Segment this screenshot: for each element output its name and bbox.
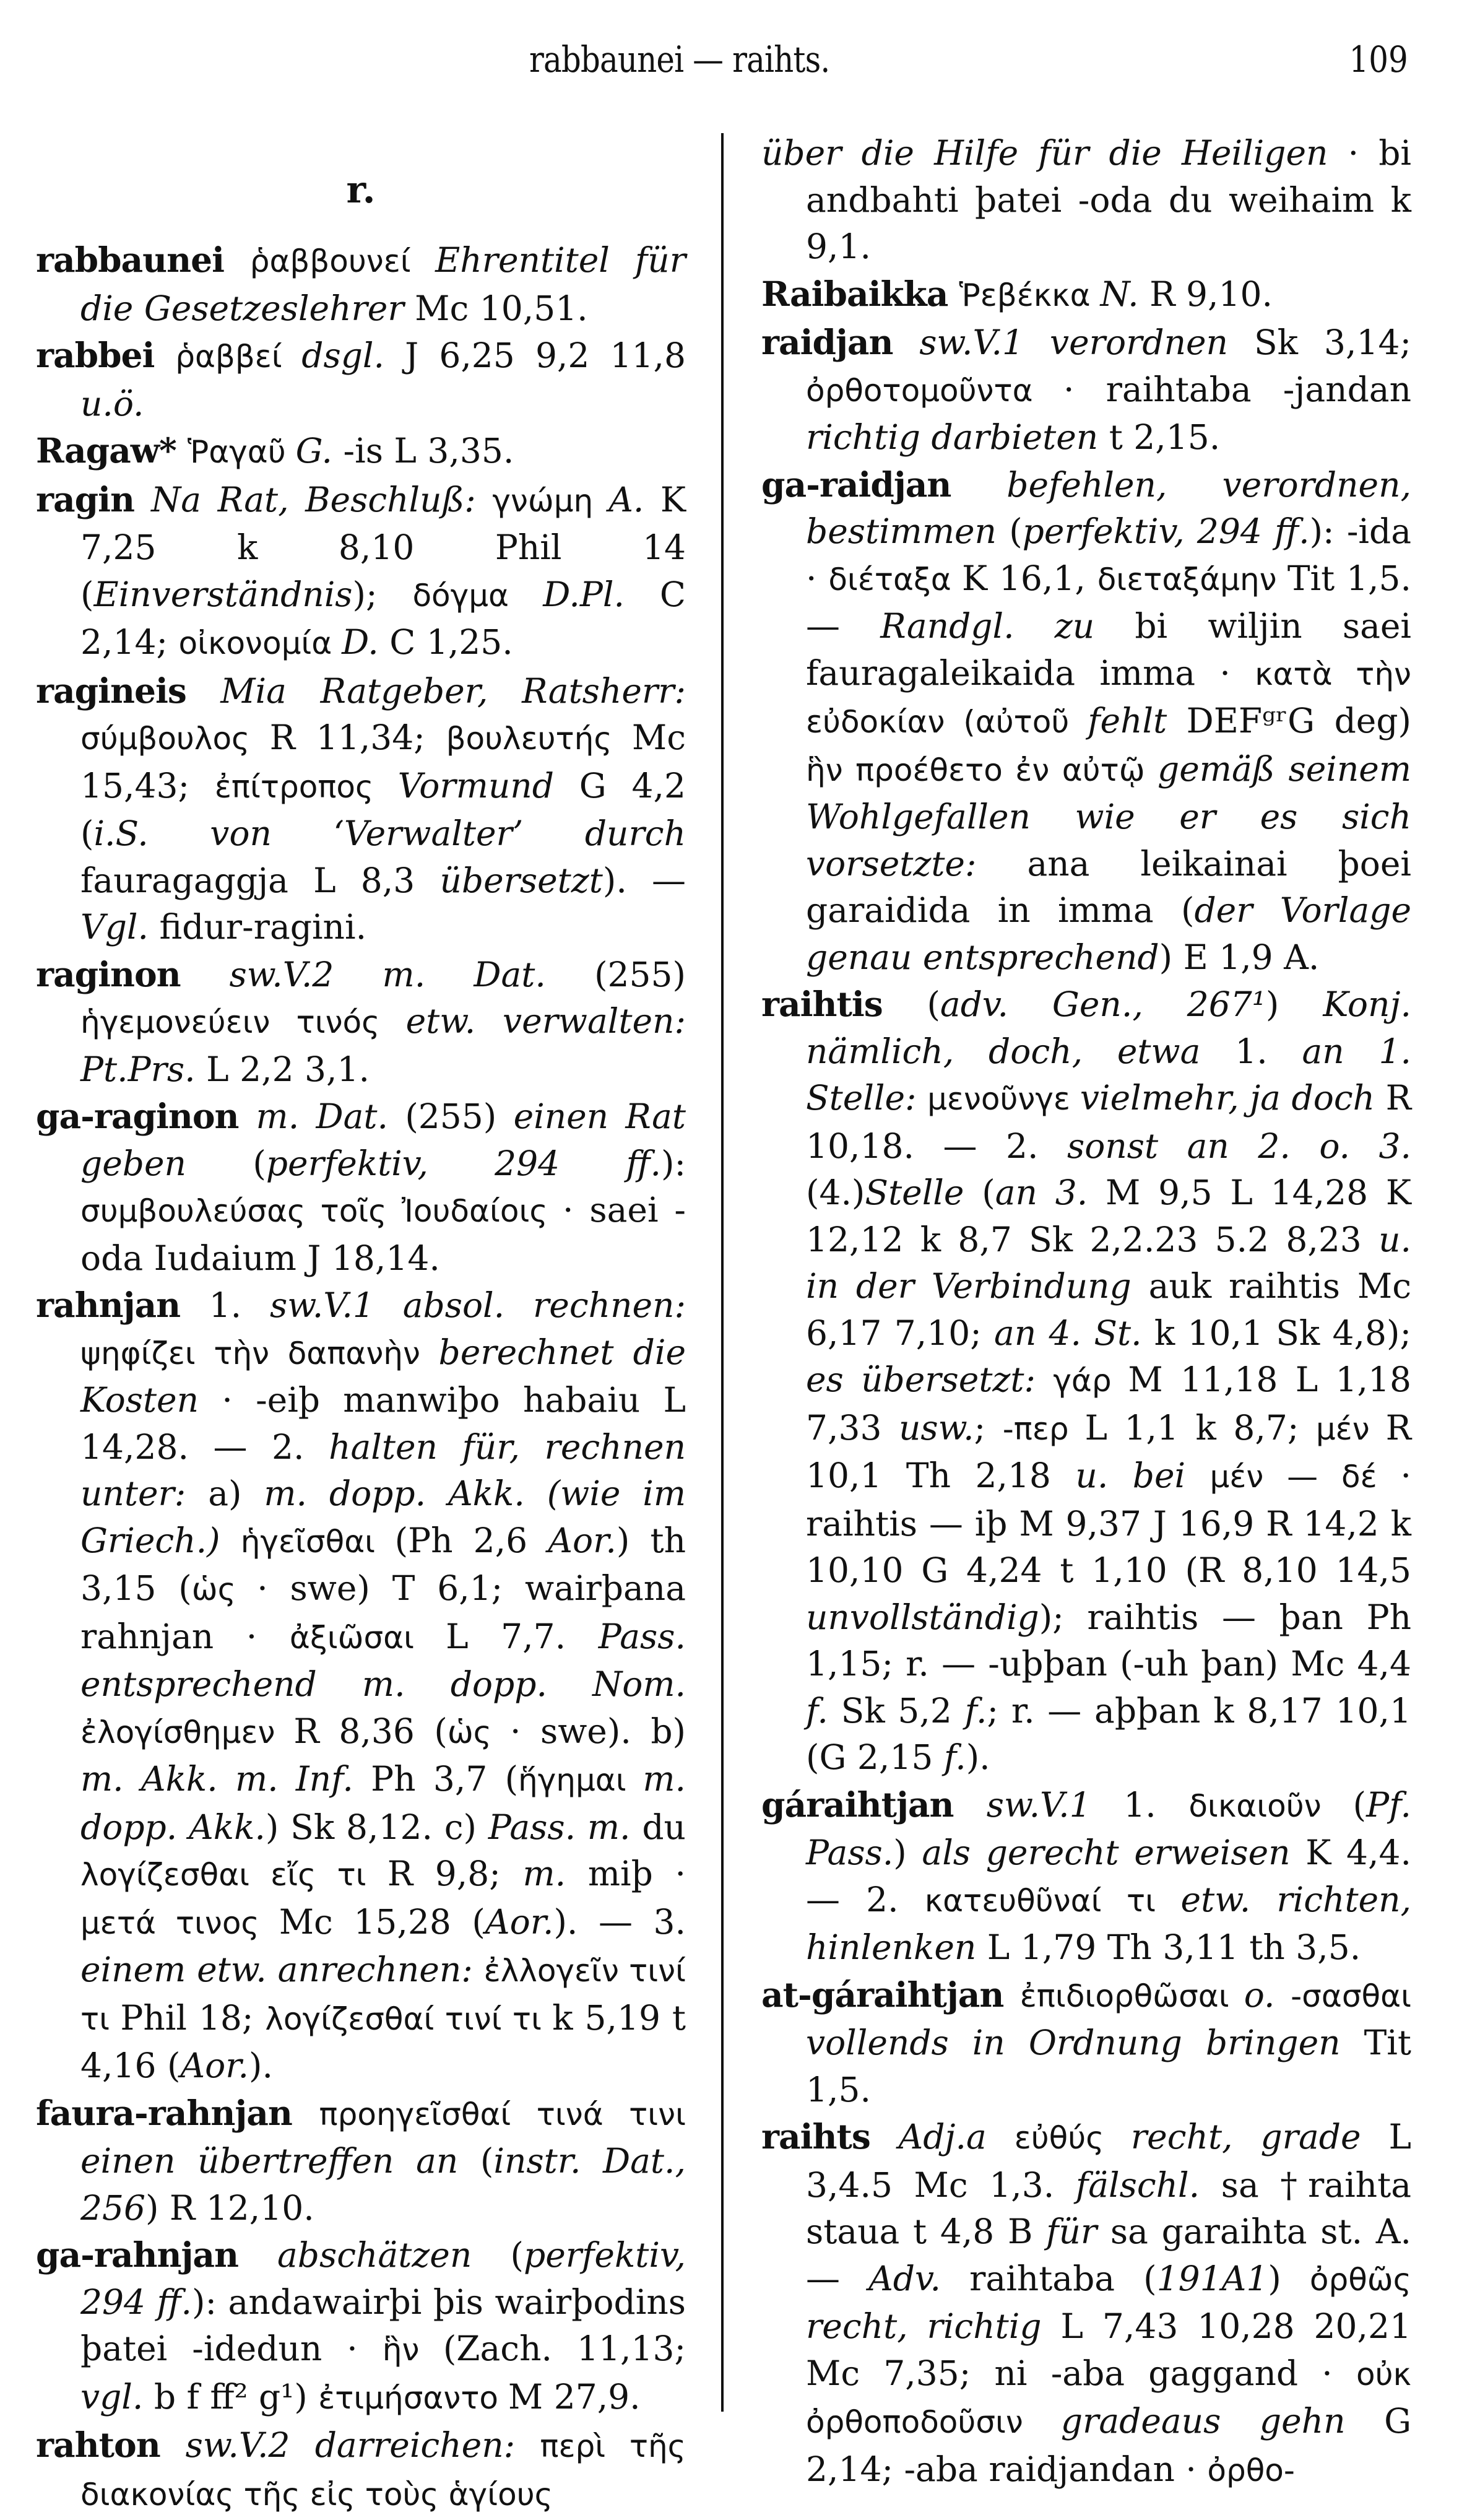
reference-text: miþ · bbox=[587, 1854, 686, 1893]
gloss-italic: Einverständnis bbox=[93, 574, 353, 614]
gloss-italic: Pass. entsprechend m. dopp. Nom. bbox=[80, 1616, 686, 1704]
reference-text: · -eiþ manwiþo habaiu L 14,28. — 2. bbox=[80, 1380, 686, 1467]
gloss-italic: Stelle bbox=[865, 1173, 982, 1212]
gloss-italic: perfektiv, 294 ff. bbox=[266, 1143, 661, 1183]
gloss-italic: halten für, rechnen unter: bbox=[80, 1427, 686, 1513]
greek-text: ἡγεῖσθαι bbox=[240, 1523, 395, 1560]
dictionary-entry bbox=[761, 1971, 1411, 2114]
gloss-italic: usw. bbox=[898, 1407, 974, 1448]
gloss-italic: befehlen, verordnen, bestimmen bbox=[806, 464, 1412, 551]
reference-text: L 1,1 k 8,7; bbox=[1084, 1407, 1316, 1448]
reference-text: (4.) bbox=[806, 1173, 865, 1212]
reference-text: R 11,34; bbox=[269, 718, 446, 757]
gloss-italic: perfektiv, 294 ff. bbox=[80, 2235, 686, 2322]
reference-text: 1. bbox=[1235, 1031, 1302, 1071]
greek-text: δόγμα bbox=[412, 577, 543, 614]
greek-text: -σασθαι bbox=[1291, 1978, 1411, 2014]
headword: faura-rahnjan bbox=[36, 2092, 319, 2133]
reference-text: ) Sk 8,12. c) bbox=[265, 1807, 488, 1847]
reference-text: Mc 15,43; bbox=[80, 718, 686, 806]
greek-text: ἐλλογεῖν τινί τι bbox=[80, 1953, 686, 2037]
greek-text: μέν — δέ bbox=[1210, 1459, 1401, 1495]
gloss-italic: einen Rat geben bbox=[80, 1097, 686, 1183]
greek-text: ἣν προέθετο ἐν αὐτῷ bbox=[806, 752, 1158, 788]
gloss-italic: m. Akk. m. Inf. bbox=[80, 1759, 371, 1799]
greek-text: διέταξα bbox=[828, 561, 963, 597]
gloss-italic: Aor. bbox=[485, 1901, 554, 1942]
greek-text: Ῥαγαῦ bbox=[187, 434, 296, 470]
reference-text: ). bbox=[966, 1737, 990, 1777]
gloss-italic: berechnet die Kosten bbox=[80, 1332, 686, 1420]
gloss-italic: m. Dat. bbox=[256, 1097, 405, 1136]
section-letter: r. bbox=[346, 168, 376, 212]
greek-text: ἣν bbox=[382, 2332, 443, 2368]
greek-text: εὐθύς bbox=[1014, 2120, 1131, 2156]
gloss-italic: unvollständig bbox=[806, 1597, 1039, 1637]
headword: raihtis bbox=[761, 984, 927, 1024]
reference-text: L 1,79 Th 3,11 th 3,5. bbox=[987, 1927, 1361, 1967]
gloss-italic: als gerecht erweisen bbox=[922, 1833, 1306, 1872]
greek-text: ὀρθῶς bbox=[1309, 2261, 1411, 2298]
gloss-italic: Na Rat, Beschluß: bbox=[151, 479, 493, 519]
reference-text: ) bbox=[893, 1833, 922, 1872]
reference-text: R 10,1 Th 2,18 bbox=[806, 1407, 1411, 1495]
headword: raginon bbox=[36, 954, 230, 994]
reference-text: ): andawairþi þis wairþodins þatei -idedun · bbox=[80, 2282, 686, 2368]
reference-text: C 2,14; bbox=[80, 574, 686, 662]
reference-text: K 4,4. — 2. bbox=[806, 1833, 1411, 1919]
right-entries bbox=[761, 130, 1411, 2494]
greek-text: ἐτιμήσαντο bbox=[318, 2379, 508, 2416]
running-head: rabbaunei — raihts. bbox=[529, 38, 830, 80]
reference-text: ); raihtis — þan Ph 1,15; r. — -uþþan (-uh þan) Mc 4,4 bbox=[806, 1597, 1411, 1684]
headword: rabbei bbox=[36, 335, 176, 375]
headword: at-gáraihtjan bbox=[761, 1974, 1020, 2015]
headword: ga-raginon bbox=[36, 1096, 256, 1136]
reference-text: ( bbox=[927, 984, 940, 1024]
headword: Ragaw* bbox=[36, 430, 188, 471]
greek-text: σύμβουλος bbox=[80, 721, 270, 757]
gloss-italic: N. bbox=[1100, 274, 1150, 314]
greek-text: -περ bbox=[1002, 1410, 1085, 1447]
greek-text: ἐπίτροπος bbox=[214, 768, 398, 805]
page-number: 109 bbox=[1349, 38, 1408, 80]
gloss-italic: richtig darbieten bbox=[806, 417, 1109, 457]
gloss-italic: für bbox=[1046, 2212, 1110, 2251]
gloss-italic: sw.V.1 absol. rechnen: bbox=[270, 1285, 686, 1325]
gloss-italic: fälschl. bbox=[1075, 2165, 1221, 2205]
gloss-italic: f. bbox=[806, 1690, 828, 1731]
greek-text: ὡς bbox=[191, 1571, 257, 1607]
reference-text: ana leikainai þoei garaidida in imma ( bbox=[806, 843, 1411, 930]
gloss-italic: Pass. m. bbox=[488, 1807, 643, 1847]
reference-text: (255) bbox=[594, 954, 686, 994]
reference-text: Mc 10,51. bbox=[415, 288, 588, 328]
reference-text: K 16,1, bbox=[962, 558, 1097, 598]
greek-text: ἐπιδιορθῶσαι bbox=[1019, 1978, 1244, 2014]
gloss-italic: der Vorlage genau entsprechend bbox=[806, 890, 1411, 977]
gloss-italic: recht, richtig bbox=[806, 2306, 1061, 2346]
gloss-italic: A. bbox=[608, 479, 660, 519]
gloss-italic: D. bbox=[342, 622, 390, 662]
reference-text: ( bbox=[253, 1143, 266, 1183]
dictionary-entry bbox=[36, 2231, 686, 2422]
reference-text: · swe) T 6,1; wairþana rahnjan · bbox=[80, 1568, 686, 1656]
reference-text: L 7,43 10,28 20,21 Mc 7,35; ni -aba gaggand · bbox=[806, 2306, 1411, 2393]
gloss-italic: Adv. bbox=[868, 2258, 970, 2298]
reference-text: t 2,15. bbox=[1109, 417, 1221, 457]
reference-text: K 7,25 k 8,10 Phil 14 ( bbox=[80, 479, 686, 614]
gloss-italic: Aor. bbox=[180, 2046, 249, 2085]
greek-text: συμβουλεύσας τοῖς Ἰουδαίοις bbox=[80, 1193, 563, 1229]
gloss-italic: Konj. nämlich, doch, etwa bbox=[806, 984, 1411, 1071]
headword: ragineis bbox=[36, 670, 221, 711]
reference-text: Tit 1,5. bbox=[806, 2023, 1411, 2109]
gloss-italic: o. bbox=[1244, 1975, 1291, 2015]
gloss-italic: Vgl. bbox=[80, 907, 160, 947]
reference-text: M 27,9. bbox=[508, 2376, 641, 2417]
reference-text: 1. bbox=[209, 1285, 270, 1325]
dictionary-entry bbox=[36, 2090, 686, 2232]
reference-text: ): -ida · bbox=[806, 511, 1411, 598]
gloss-italic: über die Hilfe für die Heiligen bbox=[761, 133, 1348, 173]
reference-text: · swe). b) bbox=[509, 1711, 686, 1751]
gloss-italic: es übersetzt: bbox=[806, 1360, 1054, 1399]
headword: rahton bbox=[36, 2425, 186, 2465]
reference-text: 1. bbox=[1123, 1784, 1189, 1825]
headword: gáraihtjan bbox=[761, 1784, 987, 1825]
reference-text: sa garaihta st. A. — bbox=[806, 2212, 1411, 2298]
gloss-italic: perfektiv, 294 ff. bbox=[1022, 511, 1310, 551]
gloss-italic: vielmehr, ja doch bbox=[1080, 1078, 1386, 1118]
dictionary-entry bbox=[36, 951, 686, 1093]
dictionary-entry bbox=[36, 1093, 686, 1282]
greek-text: μέν bbox=[1315, 1410, 1386, 1447]
gloss-italic: sw.V.2 darreichen: bbox=[185, 2425, 540, 2465]
reference-text: R 10,18. — 2. bbox=[806, 1078, 1411, 1166]
reference-text: ( bbox=[1009, 511, 1023, 551]
gloss-italic: einem etw. anrechnen: bbox=[80, 1950, 484, 1989]
reference-text: ). — 3. bbox=[553, 1901, 686, 1942]
greek-text: λογίζεσθαί τινί τι bbox=[265, 2001, 553, 2037]
column-divider bbox=[721, 133, 724, 2412]
reference-text: J 6,25 9,2 11,8 bbox=[405, 336, 686, 375]
reference-text: R 8,36 ( bbox=[293, 1711, 448, 1751]
gloss-italic: sonst an 2. o. 3. bbox=[1067, 1126, 1411, 1166]
gloss-italic: sw.V.1 verordnen bbox=[919, 323, 1254, 362]
reference-text: Ph 3,7 ( bbox=[371, 1759, 519, 1799]
reference-text: (255) bbox=[405, 1097, 514, 1136]
greek-text: ἥγημαι bbox=[518, 1762, 643, 1798]
greek-text: ῥαββουνεί bbox=[249, 243, 436, 279]
greek-text: ἡγεμονεύειν τινός bbox=[80, 1004, 406, 1040]
left-entries bbox=[36, 237, 686, 2518]
reference-text: G 2,14; -aba raidjandan · bbox=[806, 2401, 1411, 2489]
greek-text: ὀρθοτομοῦντα bbox=[806, 372, 1064, 409]
gloss-italic: Randgl. zu bbox=[880, 606, 1135, 646]
dictionary-entry bbox=[36, 1282, 686, 2090]
reference-text: Sk 3,14; bbox=[1253, 323, 1411, 362]
gloss-italic: abschätzen bbox=[277, 2235, 511, 2275]
reference-text: Tit 1,5. — bbox=[806, 558, 1412, 646]
headword: rabbaunei bbox=[36, 240, 250, 280]
greek-text: γάρ bbox=[1053, 1363, 1128, 1399]
gloss-italic: fehlt bbox=[1088, 701, 1187, 741]
reference-text: · raihtis — iþ M 9,37 J 16,9 R 14,2 k 10,10 G 4,24 t 1,10 (R 8,10 14,5 bbox=[806, 1456, 1411, 1590]
reference-text: du bbox=[642, 1807, 686, 1847]
reference-text: Mc 15,28 ( bbox=[279, 1901, 485, 1942]
greek-text: οὐκ ὀρθοποδοῦσιν bbox=[806, 2356, 1411, 2440]
greek-text: γνώμη bbox=[492, 482, 609, 519]
reference-text: a) bbox=[208, 1474, 264, 1513]
reference-text: ( bbox=[982, 1173, 995, 1212]
gloss-italic: m. dopp. Akk. (wie im Griech.) bbox=[80, 1474, 686, 1560]
reference-text: k 5,19 t 4,16 ( bbox=[80, 1997, 686, 2085]
gloss-italic: f. bbox=[943, 1737, 966, 1777]
reference-text: ) E 1,9 A. bbox=[1159, 937, 1320, 977]
gloss-italic: einen übertreffen an bbox=[80, 2141, 480, 2181]
headword: Raibaikka bbox=[761, 273, 959, 314]
reference-text: bi wiljin saei fauragaleikaida imma · bbox=[806, 606, 1411, 693]
reference-text: ; r. — aþþan k 8,17 10,1 (G 2,15 bbox=[806, 1690, 1411, 1777]
reference-text: L 7,7. bbox=[446, 1616, 599, 1656]
greek-text: ῥαββεί bbox=[175, 339, 302, 375]
gloss-italic: Ehrentitel für die Gesetzeslehrer bbox=[80, 240, 686, 328]
dictionary-entry bbox=[36, 476, 686, 667]
gloss-italic: u. in der Verbindung bbox=[806, 1219, 1411, 1306]
dictionary-entry bbox=[761, 2113, 1411, 2494]
reference-text: Sk 5,2 bbox=[828, 1690, 965, 1731]
gloss-italic: sw.V.2 m. Dat. bbox=[229, 954, 595, 994]
gloss-italic: Vormund bbox=[397, 765, 579, 806]
gloss-italic: an 1. Stelle: bbox=[806, 1031, 1411, 1118]
greek-text: κατὰ τὴν εὐδοκίαν (αὐτοῦ bbox=[806, 656, 1411, 740]
reference-text: raihtaba ( bbox=[969, 2258, 1157, 2298]
gloss-italic: D.Pl. bbox=[543, 574, 660, 614]
reference-text: (Zach. 11,13; bbox=[443, 2329, 686, 2368]
reference-text: k 10,1 Sk 4,8); bbox=[1154, 1313, 1411, 1353]
greek-text: μενοῦνγε bbox=[927, 1081, 1080, 1117]
headword: ragin bbox=[36, 479, 152, 519]
gloss-italic: adv. Gen., 267¹ bbox=[940, 984, 1266, 1024]
headword: rahnjan bbox=[36, 1285, 209, 1325]
headword: ga-rahnjan bbox=[36, 2235, 277, 2275]
reference-text: ) th 3,15 ( bbox=[80, 1520, 686, 1608]
reference-text: R 9,10. bbox=[1149, 274, 1273, 314]
reference-text: C 1,25. bbox=[389, 622, 513, 662]
gloss-italic: recht, grade bbox=[1130, 2117, 1389, 2157]
gloss-italic: sw.V.1 bbox=[986, 1784, 1124, 1825]
gloss-italic: dsgl. bbox=[301, 336, 405, 375]
dictionary-entry bbox=[36, 332, 686, 427]
headword: raihts bbox=[761, 2116, 899, 2157]
reference-text: auk raihtis Mc 6,17 7,10; bbox=[806, 1266, 1412, 1353]
gloss-italic: u. bei bbox=[1075, 1456, 1210, 1495]
gloss-italic: vgl. bbox=[80, 2376, 154, 2417]
greek-text: κατευθῦναί τι bbox=[924, 1882, 1181, 1919]
gloss-italic: 191A1 bbox=[1156, 2258, 1268, 2298]
reference-text: -is L 3,35. bbox=[343, 431, 514, 471]
reference-text: b f ff² g¹) bbox=[154, 2376, 319, 2417]
gloss-italic: gradeaus gehn bbox=[1060, 2401, 1385, 2441]
dictionary-entry bbox=[36, 2422, 686, 2518]
reference-text: ( bbox=[510, 2235, 524, 2275]
reference-text: ) bbox=[1268, 2258, 1310, 2298]
dictionary-entry bbox=[761, 319, 1411, 461]
reference-text: ); bbox=[352, 574, 413, 614]
right-column bbox=[761, 130, 1411, 2494]
dictionary-entry bbox=[761, 1781, 1411, 1971]
gloss-italic: u.ö. bbox=[80, 383, 144, 424]
reference-text: Phil 18; bbox=[120, 1997, 266, 2038]
gloss-italic: an 4. St. bbox=[994, 1313, 1154, 1353]
gloss-italic: m. dopp. Akk. bbox=[80, 1759, 686, 1847]
gloss-italic: vollends in Ordnung bringen bbox=[806, 2023, 1364, 2062]
gloss-italic: Mia Ratgeber, Ratsherr: bbox=[220, 671, 686, 711]
gloss-italic: instr. Dat., 256 bbox=[80, 2141, 686, 2228]
greek-text: δικαιοῦν bbox=[1188, 1788, 1353, 1824]
reference-text: ) R 12,10. bbox=[145, 2188, 314, 2228]
reference-text: ). bbox=[248, 2046, 273, 2085]
greek-text: μετά τινος bbox=[80, 1905, 279, 1941]
reference-text: L 3,4.5 Mc 1,3. bbox=[806, 2117, 1411, 2205]
gloss-italic: an 3. bbox=[995, 1173, 1106, 1212]
gloss-italic: i.S. von ‘Verwalter’ durch bbox=[93, 814, 686, 853]
reference-text: G 4,2 ( bbox=[80, 765, 686, 853]
gloss-italic: übersetzt bbox=[439, 860, 603, 900]
dictionary-entry bbox=[36, 667, 686, 951]
reference-text: M 9,5 L 14,28 K 12,12 k 8,7 Sk 2,2.23 5.2 8,23 bbox=[806, 1173, 1412, 1259]
greek-text: λογίζεσθαι εἴς τι bbox=[80, 1857, 387, 1893]
dictionary-entry bbox=[761, 271, 1411, 319]
gloss-italic: Pf. Pass. bbox=[806, 1784, 1412, 1872]
reference-text: M 11,18 L 1,18 7,33 bbox=[806, 1360, 1411, 1448]
dictionary-entry bbox=[761, 461, 1411, 981]
greek-text: ὡς bbox=[447, 1714, 510, 1750]
headword: raidjan bbox=[761, 322, 920, 362]
greek-text: ψηφίζει τὴν δαπανὴν bbox=[80, 1335, 439, 1371]
reference-text: DEFᵍʳG deg) bbox=[1186, 701, 1411, 741]
entry-continuation bbox=[761, 130, 1411, 271]
reference-text: L 2,2 3,1. bbox=[206, 1049, 370, 1089]
reference-text: ; bbox=[974, 1407, 1003, 1448]
greek-text: διεταξάμην bbox=[1097, 561, 1287, 597]
greek-text: ἐλογίσθημεν bbox=[80, 1714, 294, 1750]
reference-text: ( bbox=[1352, 1784, 1367, 1825]
gloss-italic: Adj.a bbox=[898, 2117, 1015, 2157]
gloss-italic: f. bbox=[964, 1690, 987, 1731]
gloss-italic: Aor. bbox=[548, 1520, 617, 1560]
reference-text: R 9,8; bbox=[387, 1854, 523, 1893]
greek-text: οἰκονομία bbox=[178, 625, 342, 661]
gloss-italic: etw. richten, hinlenken bbox=[806, 1879, 1411, 1967]
left-column bbox=[36, 137, 686, 2518]
greek-text: περὶ τῆς διακονίας τῆς εἰς τοὺς ἁγίους bbox=[80, 2428, 686, 2513]
reference-text: · raihtaba -jandan bbox=[1063, 369, 1411, 409]
greek-text: προηγεῖσθαί τινά τινι bbox=[319, 2096, 686, 2132]
greek-text: ἀξιῶσαι bbox=[289, 1619, 446, 1656]
reference-text: (Ph 2,6 bbox=[394, 1520, 548, 1560]
gloss-italic: m. bbox=[522, 1854, 588, 1893]
reference-text: · bi andbahti þatei -oda du weihaim k 9,1. bbox=[806, 133, 1411, 266]
dictionary-entry bbox=[36, 237, 686, 332]
headword: ga-raidjan bbox=[761, 464, 1007, 505]
page-header bbox=[0, 38, 1467, 88]
reference-text: ( bbox=[480, 2141, 494, 2181]
reference-text: · saei -oda Iudaium J 18,14. bbox=[80, 1190, 686, 1278]
reference-text: ). — bbox=[602, 860, 686, 900]
reference-text: ) bbox=[1265, 984, 1323, 1024]
greek-text: ὀρθο- bbox=[1207, 2452, 1295, 2488]
reference-text: fauragaggja L 8,3 bbox=[80, 860, 440, 900]
dictionary-entry bbox=[761, 981, 1411, 1781]
greek-text: Ῥεβέκκα bbox=[959, 277, 1101, 313]
gloss-italic: etw. verwalten: Pt.Prs. bbox=[80, 1001, 686, 1089]
dictionary-entry bbox=[36, 427, 686, 476]
reference-text: sa †raihta staua t 4,8 B bbox=[806, 2165, 1411, 2251]
reference-text: ): bbox=[661, 1143, 686, 1183]
greek-text: βουλευτής bbox=[446, 721, 632, 757]
gloss-italic: gemäß seinem Wohlgefallen wie er es sich vorsetzte: bbox=[806, 749, 1412, 884]
gloss-italic: G. bbox=[295, 431, 344, 471]
reference-text: fidur-ragini. bbox=[159, 907, 367, 947]
